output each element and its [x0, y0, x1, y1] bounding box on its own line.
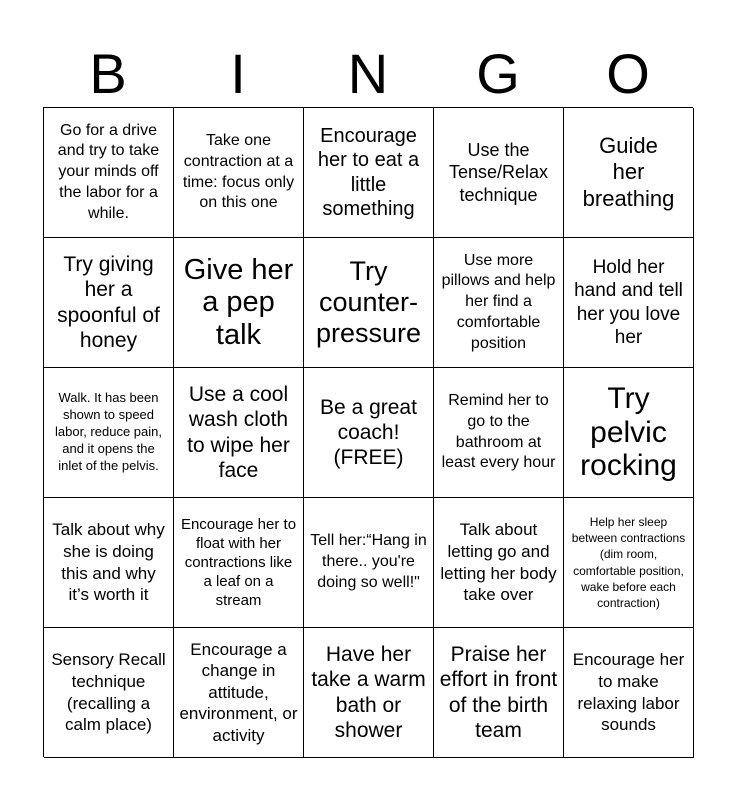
cell-text: Try pelvic rocking [580, 382, 677, 483]
bingo-cell-3-2[interactable] [174, 368, 304, 498]
cell-text: Guide her breathing [582, 132, 675, 211]
bingo-cell-3-1[interactable] [44, 368, 174, 498]
cell-text: Help her sleep between contractions (dim room, comfortable position, wake before each contraction) [571, 514, 686, 610]
bingo-cell-2-3[interactable] [304, 238, 434, 368]
header-letter-g: G [476, 42, 520, 105]
bingo-cell-5-5[interactable] [564, 628, 694, 758]
cell-text: Try counter-pressure [315, 255, 422, 349]
bingo-cell-2-2[interactable] [174, 238, 304, 368]
bingo-cell-3-4[interactable] [434, 368, 564, 498]
bingo-cell-2-4[interactable] [434, 238, 564, 368]
bingo-cell-2-5[interactable] [564, 238, 694, 368]
bingo-cell-3-3[interactable] [304, 368, 434, 498]
bingo-cell-4-5[interactable] [564, 498, 694, 628]
cell-text: Take one contraction at a time: focus only on this one [182, 131, 295, 212]
bingo-board [43, 107, 693, 757]
bingo-cell-1-5[interactable] [564, 108, 694, 238]
cell-text: Hold her hand and tell her you love her [574, 257, 683, 348]
cell-text: Remind her to go to the bathroom at least every hour [441, 391, 556, 472]
bingo-cell-3-5[interactable] [564, 368, 694, 498]
cell-text: Have her take a warm bath or shower [311, 643, 426, 742]
header-letter-o: O [606, 42, 650, 105]
header-letter-i: I [230, 42, 246, 105]
cell-text: Use more pillows and help her find a comfortable position [441, 251, 556, 352]
cell-text: Sensory Recall technique (recalling a calm place) [51, 650, 166, 735]
cell-text: Encourage her to make relaxing labor sounds [572, 650, 685, 735]
bingo-cell-2-1[interactable] [44, 238, 174, 368]
bingo-cell-4-2[interactable] [174, 498, 304, 628]
bingo-cell-5-2[interactable] [174, 628, 304, 758]
bingo-cell-1-4[interactable] [434, 108, 564, 238]
cell-text: Tell her:“Hang in there.. you're doing so well!" [310, 532, 427, 591]
cell-text: Go for a drive and try to take your minds off the labor for a while. [57, 121, 160, 222]
cell-text: Encourage her to float with her contractions like a leaf on a stream [180, 515, 297, 610]
cell-text: Talk about letting go and letting her body take over [440, 520, 557, 605]
cell-text: Talk about why she is doing this and why it’s worth it [52, 520, 165, 605]
cell-text: Try giving her a spoonful of honey [57, 253, 160, 352]
bingo-cell-5-1[interactable] [44, 628, 174, 758]
bingo-cell-5-4[interactable] [434, 628, 564, 758]
bingo-cell-1-3[interactable] [304, 108, 434, 238]
cell-text: Encourage her to eat a little something [317, 124, 420, 220]
header-letter-b: B [89, 42, 127, 105]
cell-text: Walk. It has been shown to speed labor, reduce pain, and it opens the inlet of the pelvis. [55, 390, 162, 473]
bingo-cell-4-4[interactable] [434, 498, 564, 628]
bingo-cell-4-3[interactable] [304, 498, 434, 628]
cell-text: Be a great coach! (FREE) [320, 395, 417, 470]
bingo-header [43, 42, 693, 106]
bingo-cell-1-1[interactable] [44, 108, 174, 238]
cell-text: Encourage a change in attitude, environment, or activity [179, 639, 298, 745]
bingo-cell-5-3[interactable] [304, 628, 434, 758]
header-letter-n: N [347, 42, 389, 105]
cell-text: Give her a pep talk [183, 253, 294, 351]
cell-text: Use a cool wash cloth to wipe her face [187, 383, 290, 482]
cell-text: Praise her effort in front of the birth team [439, 643, 558, 742]
bingo-cell-1-2[interactable] [174, 108, 304, 238]
cell-text: Use the Tense/Relax technique [448, 139, 549, 205]
bingo-cell-4-1[interactable] [44, 498, 174, 628]
